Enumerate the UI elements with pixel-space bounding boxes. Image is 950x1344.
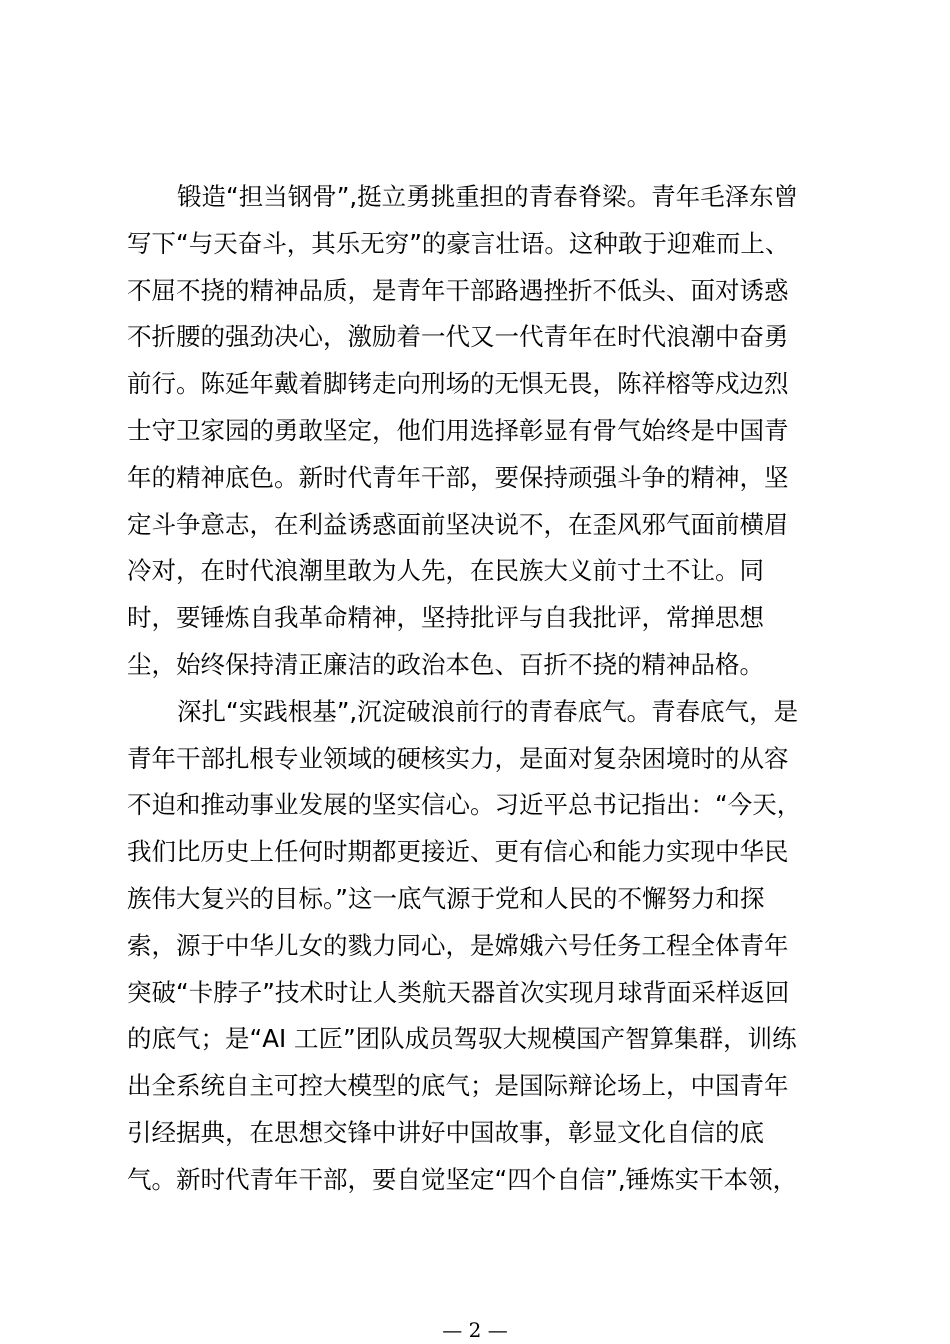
paragraph-2-line-4: 我们比历史上任何时期都更接近、更有信心和能力实现中华民 xyxy=(127,837,789,867)
paragraph-1-line-1: 锻造“担当钢骨”,挺立勇挑重担的青春脊梁。青年毛泽东曾 xyxy=(177,182,799,211)
paragraph-2-line-7: 突破“卡脖子”技术时让人类航天器首次实现月球背面采样返回 xyxy=(127,977,790,1007)
paragraph-2-line-11: 气。新时代青年干部，要自觉坚定“四个自信”,锤炼实干本领， xyxy=(127,1164,798,1194)
paragraph-1-line-5: 前行。陈延年戴着脚铐走向刑场的无惧无畏，陈祥榕等戍边烈 xyxy=(127,369,789,399)
paragraph-2-line-5: 族伟大复兴的目标。”这一底气源于党和人民的不懈努力和探 xyxy=(127,883,765,913)
paragraph-1-line-10: 时，要锤炼自我革命精神，坚持批评与自我批评，常掸思想 xyxy=(127,603,764,633)
paragraph-2-line-9: 出全系统自主可控大模型的底气；是国际辩论场上，中国青年 xyxy=(127,1071,789,1101)
paragraph-1-line-8: 定斗争意志，在利益诱惑面前坚决说不，在歪风邪气面前横眉 xyxy=(127,509,789,539)
paragraph-2-line-3: 不迫和推动事业发展的坚实信心。习近平总书记指出：“今天， xyxy=(127,790,802,820)
paragraph-2-line-10: 引经据典，在思想交锋中讲好中国故事，彰显文化自信的底 xyxy=(127,1117,764,1147)
paragraph-1-line-3: 不屈不挠的精神品质，是青年干部路遇挫折不低头、面对诱惑 xyxy=(127,275,789,305)
page-number: — 2 — xyxy=(442,1318,508,1342)
body-text xyxy=(127,174,827,1204)
paragraph-1-line-4: 不折腰的强劲决心，激励着一代又一代青年在时代浪潮中奋勇 xyxy=(127,322,789,352)
paragraph-2-line-2: 青年干部扎根专业领域的硬核实力，是面对复杂困境时的从容 xyxy=(127,743,789,773)
paragraph-1-line-2: 写下“与天奋斗，其乐无穷”的豪言壮语。这种敢于迎难而上、 xyxy=(127,228,790,258)
paragraph-1-line-11: 尘，始终保持清正廉洁的政治本色、百折不挠的精神品格。 xyxy=(127,649,764,679)
paragraph-1-line-9: 冷对，在时代浪潮里敢为人先，在民族大义前寸土不让。同 xyxy=(127,556,764,586)
paragraph-1-line-6: 士守卫家园的勇敢坚定，他们用选择彰显有骨气始终是中国青 xyxy=(127,415,789,445)
paragraph-2-line-6: 索，源于中华儿女的戮力同心，是嫦娥六号任务工程全体青年 xyxy=(127,930,789,960)
paragraph-2-line-1: 深扎“实践根基”,沉淀破浪前行的青春底气。青春底气，是 xyxy=(177,696,799,726)
paragraph-2-line-8: 的底气；是“AI 工匠”团队成员驾驭大规模国产智算集群，训练 xyxy=(127,1024,797,1054)
paragraph-1-line-7: 年的精神底色。新时代青年干部，要保持顽强斗争的精神，坚 xyxy=(127,462,789,492)
